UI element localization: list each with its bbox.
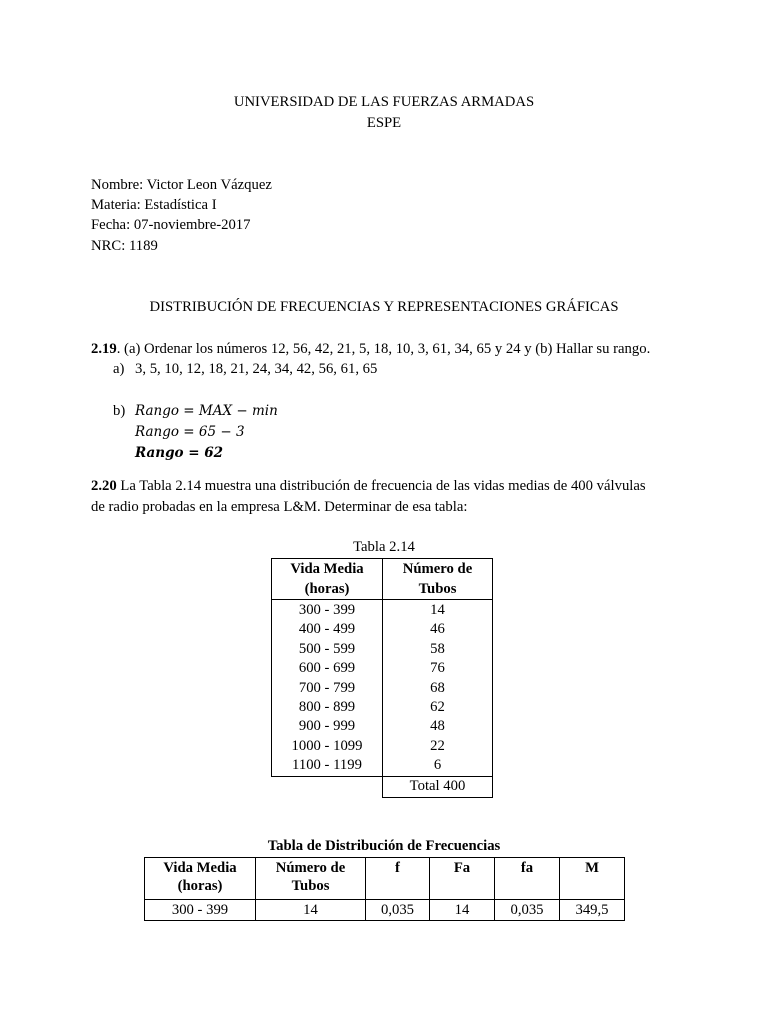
table-cell: 500 - 599 [272,640,383,659]
header-tubos-line2: Tubos [418,581,457,597]
problem-220-text: La Tabla 2.14 muestra una distribución de frecuencia de las vidas medias de 400 válvulas [116,478,646,494]
section-title: DISTRIBUCIÓN DE FRECUENCIAS Y REPRESENTACIONES GRÁFICAS [149,299,619,315]
table-cell: 46 [383,620,493,639]
freq-header-vida-line1: Vida Media [163,860,237,876]
freq-header-tubos-line1: Número de [275,860,346,876]
header-tubos-line1: Número de [402,561,473,577]
table-cell: 800 - 899 [272,698,383,717]
table-cell: 68 [383,679,493,698]
table-row [272,698,493,717]
table-cell: 349,5 [560,900,625,921]
problem-220-line1 [91,476,646,496]
freq-header-fa: fa [495,858,560,900]
table-cell: 22 [383,737,493,756]
header-vida-line1: Vida Media [290,561,364,577]
table-row [272,679,493,698]
table-cell: 14 [256,900,366,921]
table-row [272,737,493,756]
student-nrc: NRC: 1189 [91,238,158,254]
table-cell: 700 - 799 [272,679,383,698]
problem-219-a-answer: 3, 5, 10, 12, 18, 21, 24, 34, 42, 56, 61, 65 [135,361,378,377]
range-result: Rango = 62 [135,445,224,461]
student-name: Nombre: Victor Leon Vázquez [91,177,272,193]
table-214-caption: Tabla 2.14 [353,539,415,555]
freq-header-f: f [366,858,430,900]
problem-219-statement [91,339,650,359]
table-row [272,600,493,621]
table-cell: 300 - 399 [145,900,256,921]
table-row [272,620,493,639]
table-row [272,640,493,659]
table-total-row [272,776,493,797]
table-cell: 62 [383,698,493,717]
problem-219-a-label: a) [113,361,125,377]
table-row [272,659,493,678]
table-cell: 900 - 999 [272,717,383,736]
table-cell: 300 - 399 [272,600,383,621]
freq-header-vida [145,858,256,900]
table-total-cell: Total 400 [383,776,493,797]
student-date: Fecha: 07-noviembre-2017 [91,217,251,233]
table-cell: 600 - 699 [272,659,383,678]
freq-table-caption: Tabla de Distribución de Frecuencias [267,838,501,854]
table-cell: 1000 - 1099 [272,737,383,756]
table-cell: 48 [383,717,493,736]
university-name: UNIVERSIDAD DE LAS FUERZAS ARMADAS [233,94,535,110]
problem-219-number: 2.19 [91,341,117,357]
problem-220-number: 2.20 [91,478,117,494]
freq-header-M: M [560,858,625,900]
problem-219-text: . (a) Ordenar los números 12, 56, 42, 21, 5, 18, 10, 3, 61, 34, 65 y 24 y (b) Hallar su rango. [116,341,651,357]
table-214 [271,558,493,798]
table-cell: 1100 - 1199 [272,756,383,776]
table-cell: 14 [383,600,493,621]
freq-header-Fa: Fa [430,858,495,900]
table-cell: 14 [430,900,495,921]
freq-table [144,857,625,921]
table-cell: 76 [383,659,493,678]
range-formula: Rango = MAX − min [135,403,278,419]
table-214-header-vida [272,559,383,600]
table-row [145,900,625,921]
table-cell: 6 [383,756,493,776]
range-substitution: Rango = 65 − 3 [135,424,245,440]
table-214-header-tubos [383,559,493,600]
header-vida-line2: (horas) [304,581,350,597]
table-cell: 58 [383,640,493,659]
table-empty-cell [272,776,383,797]
freq-header-tubos-line2: Tubos [291,878,330,894]
freq-header-vida-line2: (horas) [177,878,223,894]
table-cell: 400 - 499 [272,620,383,639]
problem-220-line2: de radio probadas en la empresa L&M. Determinar de esa tabla: [91,499,468,515]
table-row [272,756,493,776]
university-acronym: ESPE [366,115,402,131]
student-subject: Materia: Estadística I [91,197,217,213]
table-row [272,717,493,736]
table-cell: 0,035 [495,900,560,921]
table-cell: 0,035 [366,900,430,921]
problem-219-b-label: b) [113,403,126,419]
freq-header-tubos [256,858,366,900]
